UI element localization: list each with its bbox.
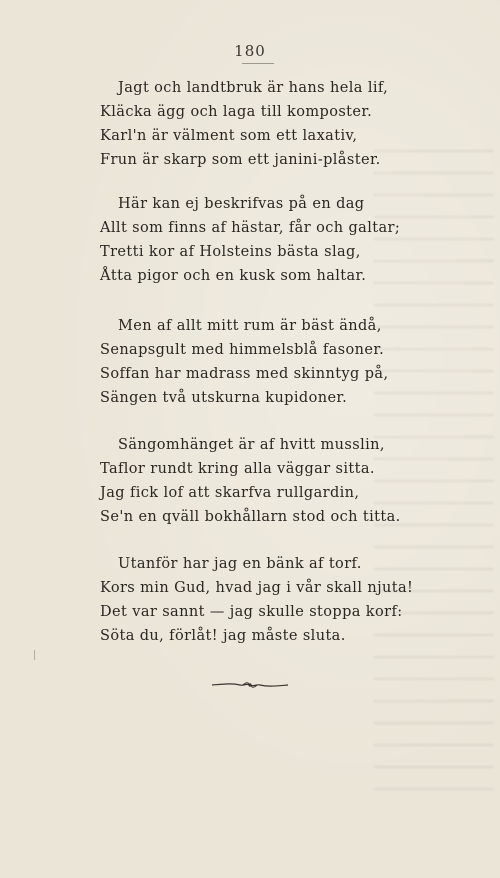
poem-line: Jag fick lof att skarfva rullgardin, [100, 485, 360, 501]
stanza-4 [100, 433, 430, 529]
poem-line: Kors min Gud, hvad jag i vår skall njuta! [100, 580, 414, 596]
margin-mark [34, 650, 35, 660]
page-number: 180 [234, 42, 266, 60]
poem-line: Söta du, förlåt! jag måste sluta. [100, 628, 346, 644]
poem-line: Taflor rundt kring alla väggar sitta. [100, 461, 375, 477]
stanza-5 [100, 552, 430, 648]
poem-line: Soffan har madrass med skinntyg på, [100, 366, 389, 382]
poem-line: Tretti kor af Holsteins bästa slag, [100, 244, 361, 260]
decorative-rule-ornament [210, 680, 290, 690]
poem-line: Frun är skarp som ett janini-plåster. [100, 152, 381, 168]
poem-line: Kläcka ägg och laga till komposter. [100, 104, 373, 120]
poem-line: Utanför har jag en bänk af torf. [118, 556, 362, 572]
poem-line: Det var sannt — jag skulle stoppa korf: [100, 604, 403, 620]
poem-line: Senapsgult med himmelsblå fasoner. [100, 342, 385, 358]
stanza-1 [100, 76, 430, 172]
poem-line: Sängomhänget är af hvitt musslin, [118, 437, 385, 453]
poem-line: Allt som finns af hästar, får och galtar; [100, 220, 401, 236]
poem-line: Här kan ej beskrifvas på en dag [118, 196, 365, 212]
poem-line: Jagt och landtbruk är hans hela lif, [118, 80, 389, 96]
poem-line: Åtta pigor och en kusk som haltar. [100, 268, 367, 284]
poem-line: Sängen två utskurna kupidoner. [100, 390, 348, 406]
poem-line: Men af allt mitt rum är bäst ändå, [118, 318, 382, 334]
stanza-2 [100, 192, 430, 288]
stanza-3 [100, 314, 430, 410]
poem-line: Karl'n är välment som ett laxativ, [100, 128, 358, 144]
poem-line: Se'n en qväll bokhållarn stod och titta. [100, 509, 401, 525]
